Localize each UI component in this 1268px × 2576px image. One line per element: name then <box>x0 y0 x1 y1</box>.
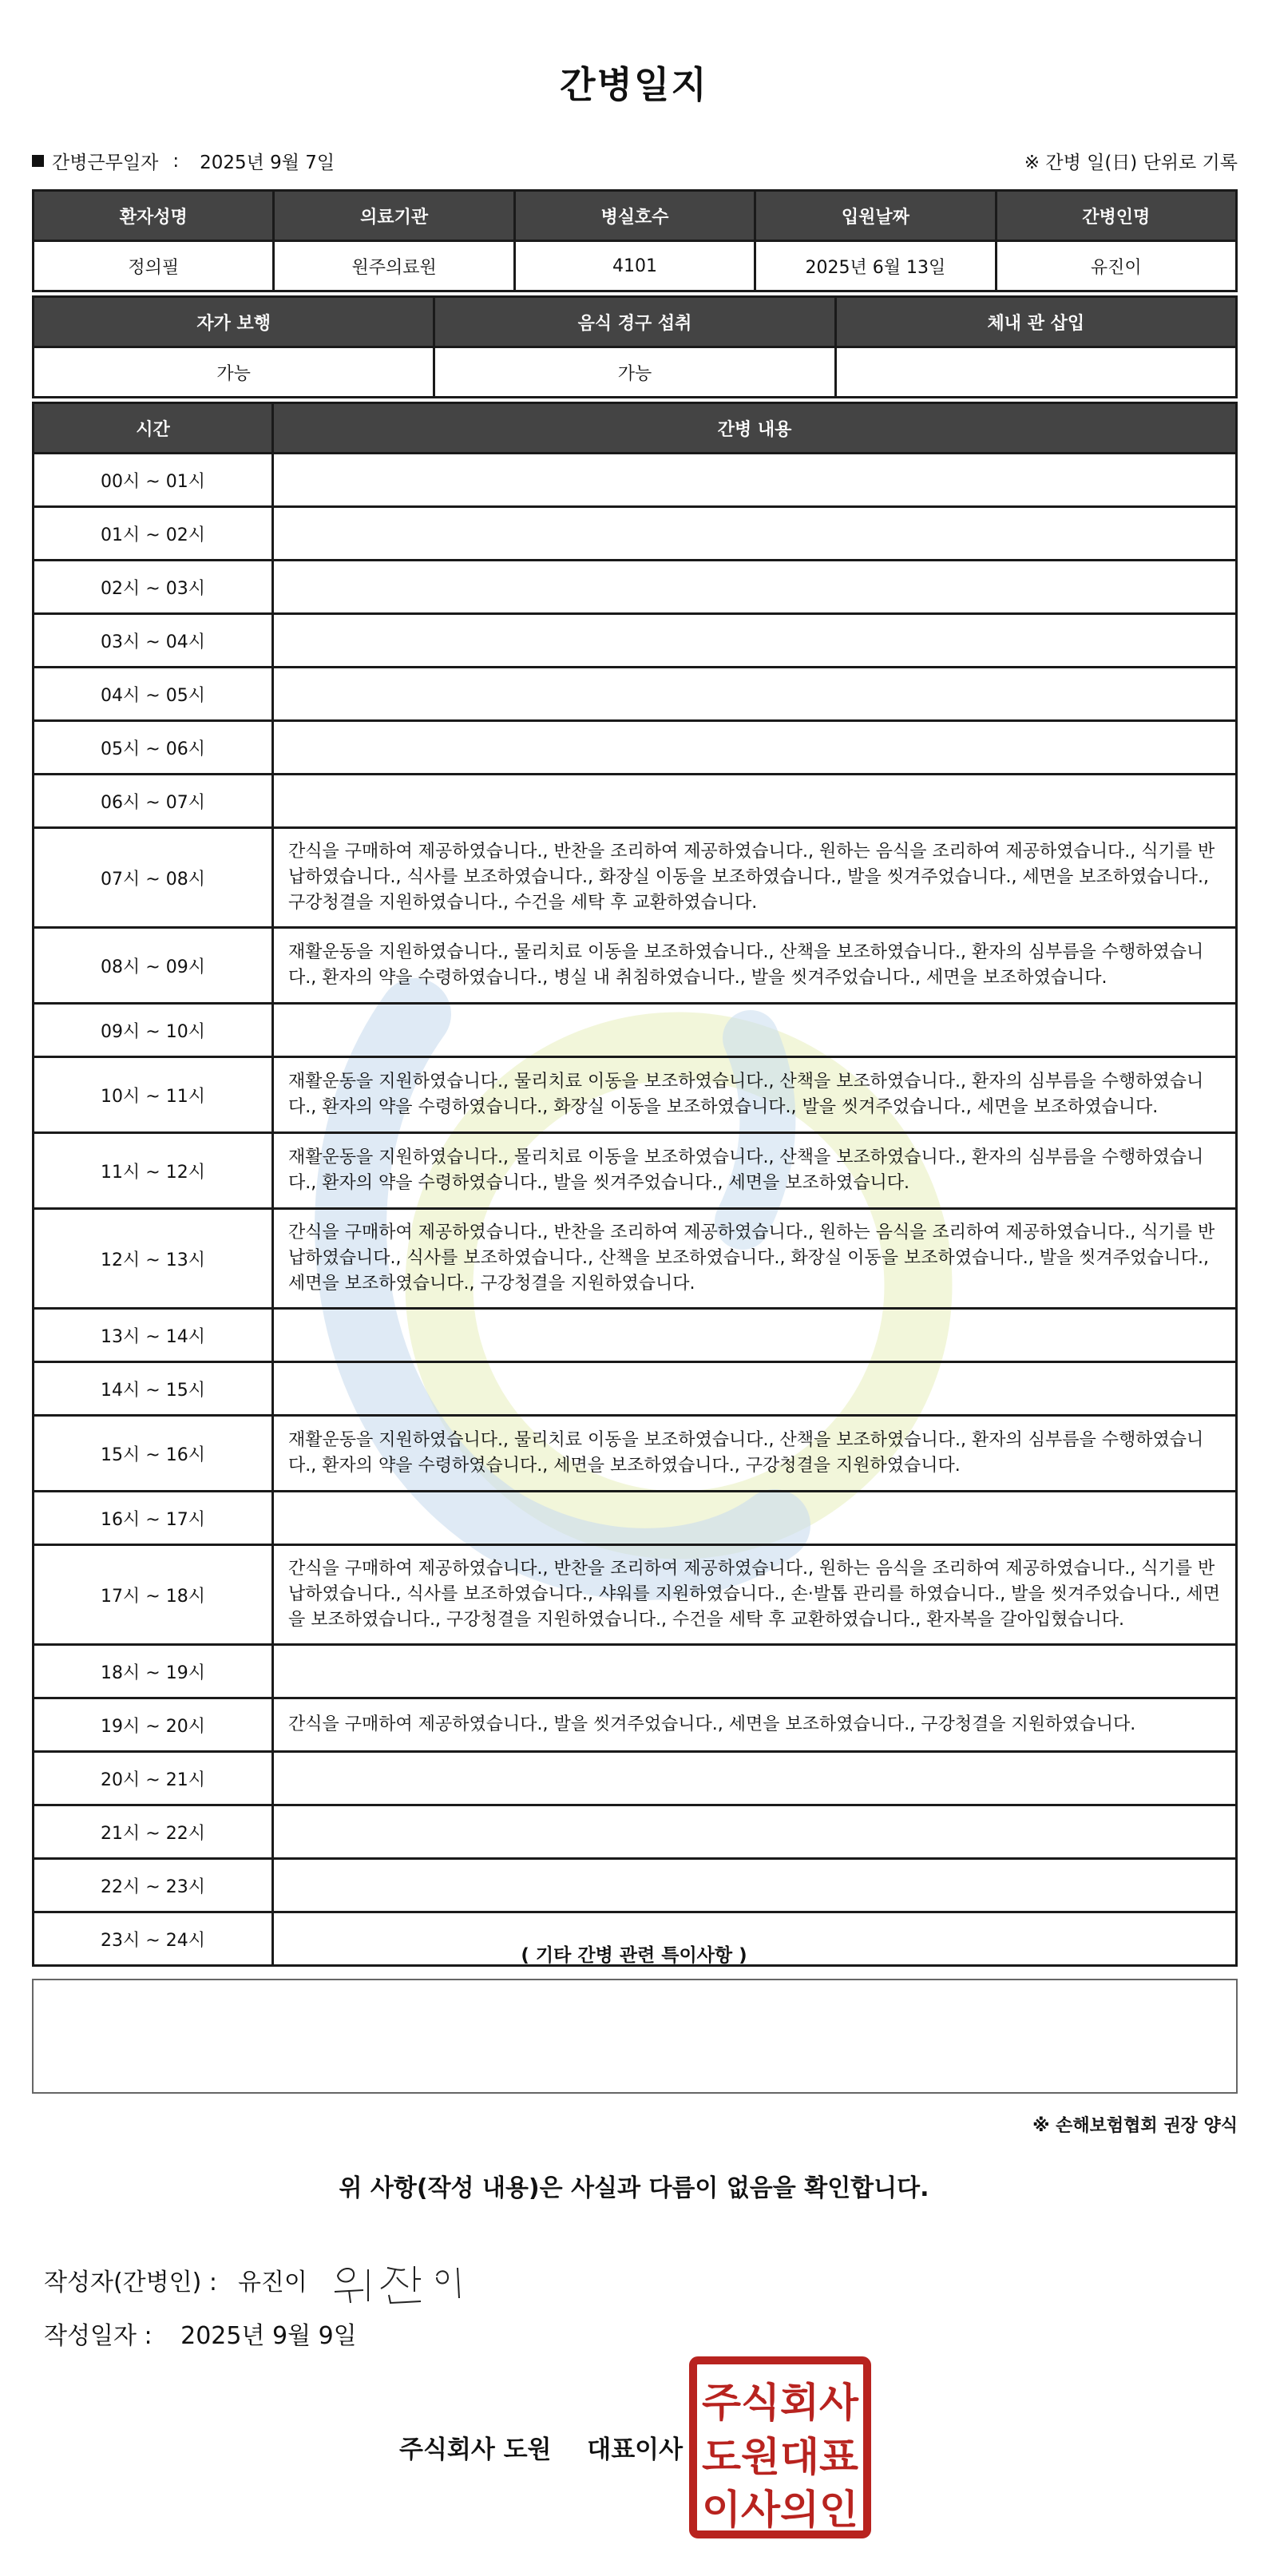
care-row-content[interactable] <box>273 454 1237 507</box>
care-row-time: 20시 ~ 21시 <box>34 1752 273 1805</box>
unit-note: ※ 간병 일(日) 단위로 기록 <box>1024 153 1238 173</box>
written-date-value: 2025년 9월 9일 <box>180 2322 357 2350</box>
care-row-content[interactable] <box>273 1645 1237 1698</box>
care-row <box>34 721 1237 775</box>
care-row-content[interactable]: 재활운동을 지원하였습니다., 물리치료 이동을 보조하였습니다., 산책을 보조하였습니다., 환자의 심부름을 수행하였습니다., 환자의 약을 수령하였습니다., 세면을 보조하였습니다., 구강청결을 지원하였습니다. <box>273 1416 1237 1492</box>
header-caregiver-name: 간병인명 <box>996 191 1236 241</box>
header-room: 병실호수 <box>514 191 755 241</box>
care-row-content[interactable] <box>273 1492 1237 1545</box>
care-row-time: 08시 ~ 09시 <box>34 928 273 1004</box>
care-row <box>34 775 1237 828</box>
care-row-content[interactable]: 간식을 구매하여 제공하였습니다., 반찬을 조리하여 제공하였습니다., 원하는 음식을 조리하여 제공하였습니다., 식기를 반납하였습니다., 식사를 보조하였습니다., 샤워를 지원하였습니다., 손·발톱 관리를 하였습니다., 발을 씻겨주었습니다., 세면을 보조하였습니다., 구강청결을 지원하였습니다., 수건을 세탁 후 교환하였습니다., 환자복을 갈아입혔습니다. <box>273 1545 1237 1645</box>
care-row <box>34 1004 1237 1057</box>
care-row <box>34 1133 1237 1209</box>
care-row-time: 23시 ~ 24시 <box>34 1912 273 1966</box>
company-representative: 대표이사 <box>587 2435 684 2464</box>
care-row-time: 19시 ~ 20시 <box>34 1698 273 1752</box>
header-care-content: 간병 내용 <box>273 403 1237 454</box>
care-row <box>34 1057 1237 1133</box>
work-date-colon: : <box>172 150 180 172</box>
confirmation-statement: 위 사항(작성 내용)은 사실과 다름이 없음을 확인합니다. <box>339 2174 929 2202</box>
svg-text:도원대표: 도원대표 <box>702 2434 859 2480</box>
care-row <box>34 614 1237 668</box>
care-row-time: 05시 ~ 06시 <box>34 721 273 775</box>
care-row-time: 12시 ~ 13시 <box>34 1209 273 1309</box>
header-tube-insertion: 체내 관 삽입 <box>835 297 1236 347</box>
association-note: ※ 손해보험협회 권장 양식 <box>1032 2116 1238 2136</box>
written-date-label: 작성일자 : <box>44 2322 153 2350</box>
care-row <box>34 561 1237 614</box>
header-self-walking: 자가 보행 <box>34 297 434 347</box>
header-oral-intake: 음식 경구 섭취 <box>434 297 835 347</box>
tube-insertion-value <box>835 347 1236 398</box>
patient-info-table <box>32 189 1238 292</box>
care-row-content[interactable] <box>273 668 1237 721</box>
admission-date: 2025년 6월 13일 <box>755 241 996 291</box>
care-row <box>34 828 1237 928</box>
patient-header-row <box>34 191 1237 241</box>
care-row-time: 22시 ~ 23시 <box>34 1859 273 1912</box>
care-row-content[interactable] <box>273 1004 1237 1057</box>
care-log-table <box>32 402 1238 1967</box>
meta-row <box>32 148 1238 180</box>
care-row-time: 02시 ~ 03시 <box>34 561 273 614</box>
care-row-time: 21시 ~ 22시 <box>34 1805 273 1859</box>
care-row-content[interactable]: 간식을 구매하여 제공하였습니다., 발을 씻겨주었습니다., 세면을 보조하였습니다., 구강청결을 지원하였습니다. <box>273 1698 1237 1752</box>
care-row-content[interactable]: 간식을 구매하여 제공하였습니다., 반찬을 조리하여 제공하였습니다., 원하는 음식을 조리하여 제공하였습니다., 식기를 반납하였습니다., 식사를 보조하였습니다., 화장실 이동을 보조하였습니다., 발을 씻겨주었습니다., 세면을 보조하였습니다., 구강청결을 지원하였습니다., 수건을 세탁 후 교환하였습니다. <box>273 828 1237 928</box>
care-row <box>34 1752 1237 1805</box>
oral-intake-value: 가능 <box>434 347 835 398</box>
header-time: 시간 <box>34 403 273 454</box>
room-number: 4101 <box>514 241 755 291</box>
work-date-block <box>32 148 335 174</box>
care-row <box>34 668 1237 721</box>
work-date-value: 2025년 9월 7일 <box>200 153 335 173</box>
svg-text:주식회사: 주식회사 <box>702 2380 859 2426</box>
care-row <box>34 1209 1237 1309</box>
care-row-content[interactable] <box>273 1859 1237 1912</box>
header-hospital: 의료기관 <box>274 191 514 241</box>
care-row-content[interactable] <box>273 1752 1237 1805</box>
care-row <box>34 1362 1237 1416</box>
care-row <box>34 1545 1237 1645</box>
care-row-time: 14시 ~ 15시 <box>34 1362 273 1416</box>
care-row-content[interactable]: 재활운동을 지원하였습니다., 물리치료 이동을 보조하였습니다., 산책을 보조하였습니다., 환자의 심부름을 수행하였습니다., 환자의 약을 수령하였습니다., 병실 내 취침하였습니다., 발을 씻겨주었습니다., 세면을 보조하였습니다. <box>273 928 1237 1004</box>
care-row-time: 09시 ~ 10시 <box>34 1004 273 1057</box>
status-value-row <box>34 347 1237 398</box>
care-row <box>34 1805 1237 1859</box>
care-row-content[interactable]: 간식을 구매하여 제공하였습니다., 반찬을 조리하여 제공하였습니다., 원하는 음식을 조리하여 제공하였습니다., 식기를 반납하였습니다., 식사를 보조하였습니다., 산책을 보조하였습니다., 화장실 이동을 보조하였습니다., 발을 씻겨주었습니다., 세면을 보조하였습니다., 구강청결을 지원하였습니다. <box>273 1209 1237 1309</box>
header-patient-name: 환자성명 <box>34 191 274 241</box>
care-row-time: 03시 ~ 04시 <box>34 614 273 668</box>
care-row <box>34 1416 1237 1492</box>
care-row-time: 01시 ~ 02시 <box>34 507 273 561</box>
care-row-time: 00시 ~ 01시 <box>34 454 273 507</box>
care-row-time: 16시 ~ 17시 <box>34 1492 273 1545</box>
company-seal-icon <box>688 2356 872 2539</box>
page-title: 간병일지 <box>560 63 708 106</box>
care-row-time: 06시 ~ 07시 <box>34 775 273 828</box>
company-block <box>399 2429 683 2465</box>
writer-name: 유진이 <box>237 2269 307 2297</box>
care-row-content[interactable]: 재활운동을 지원하였습니다., 물리치료 이동을 보조하였습니다., 산책을 보조하였습니다., 환자의 심부름을 수행하였습니다., 환자의 약을 수령하였습니다., 발을 씻겨주었습니다., 세면을 보조하였습니다. <box>273 1133 1237 1209</box>
care-row-time: 10시 ~ 11시 <box>34 1057 273 1133</box>
care-row-content[interactable] <box>273 1805 1237 1859</box>
writer-block <box>44 2252 483 2308</box>
patient-value-row <box>34 241 1237 291</box>
care-row-time: 13시 ~ 14시 <box>34 1309 273 1362</box>
care-row-time: 17시 ~ 18시 <box>34 1545 273 1645</box>
self-walking-value: 가능 <box>34 347 434 398</box>
care-header-row <box>34 403 1237 454</box>
writer-label: 작성자(간병인) : <box>44 2269 217 2297</box>
caregiver-name: 유진이 <box>996 241 1236 291</box>
care-row-time: 15시 ~ 16시 <box>34 1416 273 1492</box>
care-row <box>34 1698 1237 1752</box>
notes-box[interactable] <box>32 1979 1238 2094</box>
bullet-square-icon <box>32 155 44 167</box>
notes-title: ( 기타 간병 관련 특이사항 ) <box>521 1945 747 1966</box>
care-row-time: 18시 ~ 19시 <box>34 1645 273 1698</box>
care-row <box>34 1309 1237 1362</box>
company-name: 주식회사 도원 <box>399 2435 552 2464</box>
work-date-label: 간병근무일자 <box>52 153 159 173</box>
care-row <box>34 507 1237 561</box>
care-row-content[interactable] <box>273 507 1237 561</box>
svg-text:이사의인: 이사의인 <box>702 2487 858 2533</box>
care-row-content[interactable] <box>273 561 1237 614</box>
care-row-content[interactable] <box>273 721 1237 775</box>
care-row-time: 11시 ~ 12시 <box>34 1133 273 1209</box>
care-row-content[interactable] <box>273 775 1237 828</box>
care-row <box>34 928 1237 1004</box>
patient-status-table <box>32 295 1238 398</box>
care-row <box>34 454 1237 507</box>
care-row <box>34 1492 1237 1545</box>
header-admission-date: 입원날짜 <box>755 191 996 241</box>
handwritten-signature-icon <box>331 2252 483 2308</box>
hospital-name: 원주의료원 <box>274 241 514 291</box>
care-row-content[interactable] <box>273 1309 1237 1362</box>
care-row-time: 07시 ~ 08시 <box>34 828 273 928</box>
patient-name: 정의필 <box>34 241 274 291</box>
written-date-block <box>44 2316 357 2351</box>
care-row-content[interactable] <box>273 1362 1237 1416</box>
care-row <box>34 1859 1237 1912</box>
care-row-content[interactable] <box>273 614 1237 668</box>
care-row-content[interactable]: 재활운동을 지원하였습니다., 물리치료 이동을 보조하였습니다., 산책을 보조하였습니다., 환자의 심부름을 수행하였습니다., 환자의 약을 수령하였습니다., 화장실 이동을 보조하였습니다., 발을 씻겨주었습니다., 세면을 보조하였습니다. <box>273 1057 1237 1133</box>
status-header-row <box>34 297 1237 347</box>
care-row <box>34 1645 1237 1698</box>
care-row-time: 04시 ~ 05시 <box>34 668 273 721</box>
